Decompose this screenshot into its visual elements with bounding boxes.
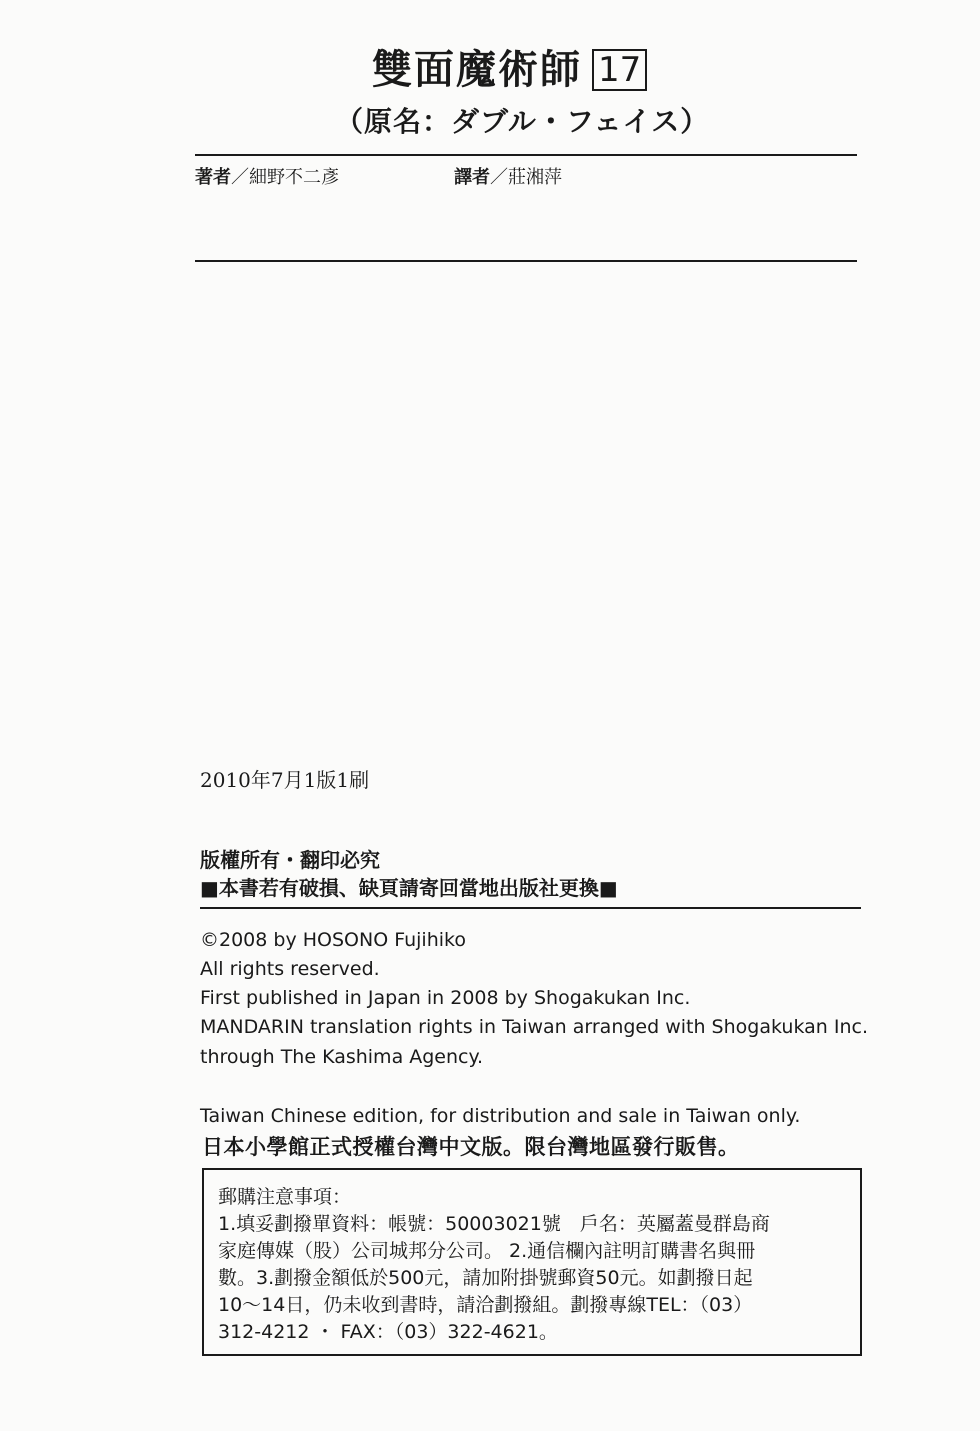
copyright-line: ©2008 by HOSONO Fujihiko	[200, 929, 466, 951]
edition-date: 2010年7月1版1刷	[200, 768, 370, 792]
book-title	[372, 44, 647, 96]
damage-replacement-notice: ■本書若有破損、缺頁請寄回當地出版社更換■	[200, 876, 618, 900]
author-credit	[195, 163, 339, 189]
translator-credit	[454, 163, 562, 189]
divider-copyright	[200, 907, 861, 909]
divider-top	[195, 154, 857, 156]
volume-number-box: 17	[592, 49, 647, 91]
translator-label: 譯者	[454, 167, 490, 188]
mail-order-heading: 郵購注意事項：	[218, 1186, 352, 1208]
mail-order-line: 312-4212 ・ FAX：（03）322-4621。	[218, 1321, 558, 1343]
first-published-line: First published in Japan in 2008 by Shogakukan Inc.	[200, 987, 691, 1009]
distribution-english: Taiwan Chinese edition, for distribution and sale in Taiwan only.	[200, 1105, 801, 1127]
original-title: （原名：ダブル・フェイス）	[335, 105, 710, 138]
author-name: ／細野不二彥	[231, 167, 339, 188]
translation-rights-line: MANDARIN translation rights in Taiwan arranged with Shogakukan Inc.	[200, 1016, 868, 1038]
copyright-notice: 版權所有・翻印必究	[200, 848, 380, 872]
mail-order-line: 10～14日，仍未收到書時，請洽劃撥組。劃撥專線TEL：（03）	[218, 1294, 753, 1316]
mail-order-line: 1.填妥劃撥單資料：帳號：50003021號 戶名：英屬蓋曼群島商	[218, 1213, 770, 1235]
distribution-chinese: 日本小學館正式授權台灣中文版。限台灣地區發行販售。	[202, 1135, 740, 1159]
book-title-text: 雙面魔術師	[372, 47, 582, 93]
author-label: 著者	[195, 167, 231, 188]
agency-line: through The Kashima Agency.	[200, 1046, 484, 1068]
divider-credits-bottom	[195, 260, 857, 262]
mail-order-notice-box	[202, 1168, 862, 1356]
rights-line: All rights reserved.	[200, 958, 380, 980]
mail-order-line: 數。3.劃撥金額低於500元，請加附掛號郵資50元。如劃撥日起	[218, 1267, 753, 1289]
translator-name: ／莊湘萍	[490, 167, 562, 188]
mail-order-line: 家庭傳媒（股）公司城邦分公司。 2.通信欄內註明訂購書名與冊	[218, 1240, 756, 1262]
